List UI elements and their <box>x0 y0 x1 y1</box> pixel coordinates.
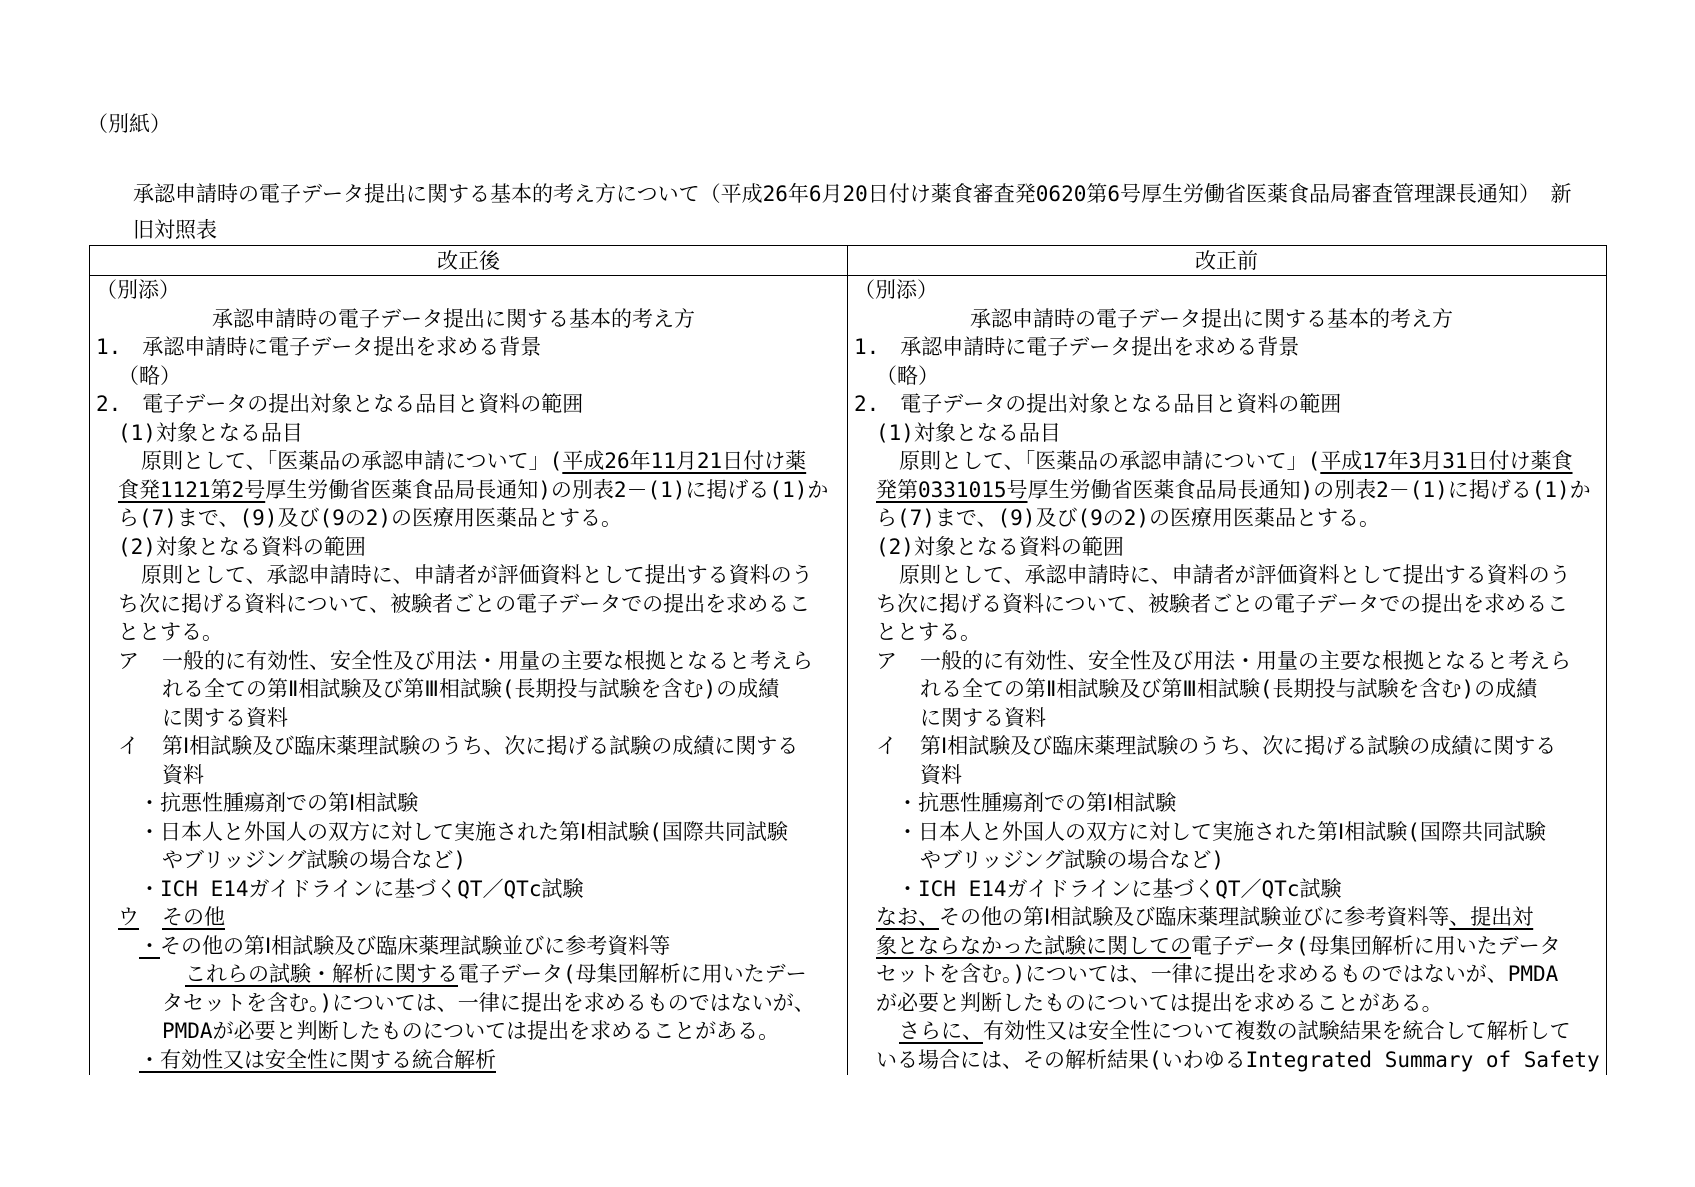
text-line <box>854 732 1604 761</box>
revised-text: 食発1121第2号 <box>118 477 266 502</box>
text-line <box>96 932 846 961</box>
text-line <box>854 533 1604 562</box>
text: 厚生労働省医薬食品局長通知)の別表2－(1)に掲げる(1)か <box>265 477 829 502</box>
text-line <box>96 362 846 391</box>
revised-text: 平成17年3月31日付け薬食 <box>1320 449 1573 473</box>
text-line <box>854 333 1604 362</box>
text: ととする。 <box>118 620 223 644</box>
revised-text: ・ <box>139 933 160 958</box>
text-line <box>96 590 846 619</box>
text-line <box>96 960 846 989</box>
text: 原則として、承認申請時に、申請者が評価資料として提出する資料のう <box>899 563 1571 587</box>
text-line <box>854 932 1604 961</box>
document-label: （別紙） <box>87 112 171 136</box>
column-after-revision <box>96 276 846 1074</box>
text: （略） <box>876 363 939 388</box>
text-line <box>854 875 1604 904</box>
text: ・抗悪性腫瘍剤での第Ⅰ相試験 <box>897 791 1177 815</box>
text: (1)対象となる品目 <box>876 420 1061 445</box>
text: 厚生労働省医薬食品局長通知)の別表2－(1)に掲げる(1)か <box>1027 477 1591 502</box>
text: ・ICH E14ガイドラインに基づくQT／QTc試験 <box>139 876 584 901</box>
text-line <box>854 989 1604 1018</box>
text-line <box>854 447 1604 476</box>
revised-text: ウ <box>118 905 139 929</box>
comparison-table <box>89 245 1607 1075</box>
text-line <box>854 761 1604 790</box>
text-line <box>854 789 1604 818</box>
text-line <box>854 818 1604 847</box>
revised-text: さらに、 <box>899 1019 983 1043</box>
text-line <box>96 533 846 562</box>
header-after-revision: 改正後 <box>437 249 500 273</box>
text: に関する資料 <box>920 705 1046 730</box>
text: に関する資料 <box>162 705 288 730</box>
text-line <box>96 761 846 790</box>
text-line <box>854 903 1604 932</box>
revised-text: 平成26年11月21日付け薬 <box>562 449 807 473</box>
text-line <box>854 1046 1604 1075</box>
item-marker: イ <box>118 734 139 758</box>
column-divider <box>847 245 848 1075</box>
text-line <box>96 989 846 1018</box>
text-line <box>854 647 1604 676</box>
text-line <box>854 675 1604 704</box>
revised-text: これらの試験・解析に関する <box>185 962 458 986</box>
text-line <box>854 504 1604 533</box>
item-marker: ア <box>876 648 897 673</box>
item-marker: イ <box>876 734 897 758</box>
text-line <box>96 276 846 305</box>
text-line <box>96 419 846 448</box>
text: やブリッジング試験の場合など) <box>162 848 467 872</box>
text-line <box>96 504 846 533</box>
text: ととする。 <box>876 620 981 644</box>
text-line <box>854 1017 1604 1046</box>
item-marker <box>118 903 162 932</box>
text-line <box>854 419 1604 448</box>
text: （別添） <box>854 278 938 302</box>
text: その他の第Ⅰ相試験及び臨床薬理試験並びに参考資料等 <box>160 933 671 958</box>
revised-text: ・有効性又は安全性に関する統合解析 <box>139 1047 496 1072</box>
text: PMDAが必要と判断したものについては提出を求めることがある。 <box>162 1019 780 1043</box>
text: ら(7)まで、(9)及び(9の2)の医療用医薬品とする。 <box>876 506 1381 530</box>
text: ・日本人と外国人の双方に対して実施された第Ⅰ相試験(国際共同試験 <box>897 819 1546 844</box>
text: セットを含む。)については、一律に提出を求めるものではないが、PMDA <box>876 962 1559 986</box>
column-before-revision <box>854 276 1604 1074</box>
text: その他の第Ⅰ相試験及び臨床薬理試験並びに参考資料等 <box>939 905 1450 929</box>
document-title: 承認申請時の電子データ提出に関する基本的考え方について（平成26年6月20日付け薬食審査発0620第6号厚生労働省医薬食品局審査管理課長通知） 新 <box>133 182 1572 206</box>
table-top-border <box>90 245 1606 246</box>
text: ち次に掲げる資料について、被験者ごとの電子データでの提出を求めるこ <box>118 591 811 616</box>
revised-text: 、提出対 <box>1449 905 1534 929</box>
text-line <box>96 818 846 847</box>
text-line <box>854 846 1604 875</box>
text-line <box>96 789 846 818</box>
text: 2. 電子データの提出対象となる品目と資料の範囲 <box>96 392 584 416</box>
text: れる全ての第Ⅱ相試験及び第Ⅲ相試験(長期投与試験を含む)の成績 <box>920 677 1538 701</box>
text: やブリッジング試験の場合など) <box>920 848 1225 872</box>
document-title-continued: 旧対照表 <box>133 218 217 242</box>
text-line <box>854 590 1604 619</box>
text-line <box>96 1046 846 1075</box>
text: ・ICH E14ガイドラインに基づくQT／QTc試験 <box>897 876 1342 901</box>
text-line <box>854 276 1604 305</box>
text: 有効性又は安全性について複数の試験結果を統合して解析して <box>983 1019 1571 1043</box>
text-line <box>854 476 1604 505</box>
text: 1. 承認申請時に電子データ提出を求める背景 <box>854 335 1300 359</box>
text-line <box>854 960 1604 989</box>
text: タセットを含む。)については、一律に提出を求めるものではないが、 <box>162 990 815 1015</box>
text-line <box>96 447 846 476</box>
text-line <box>854 704 1604 733</box>
text-line <box>96 476 846 505</box>
text-line <box>854 362 1604 391</box>
text-line <box>96 333 846 362</box>
text: 資料 <box>162 762 204 787</box>
text-line <box>96 675 846 704</box>
text: （略） <box>118 363 181 388</box>
text: 第Ⅰ相試験及び臨床薬理試験のうち、次に掲げる試験の成績に関する <box>920 734 1557 758</box>
text: 一般的に有効性、安全性及び用法・用量の主要な根拠となると考えら <box>920 648 1571 673</box>
text: ・日本人と外国人の双方に対して実施された第Ⅰ相試験(国際共同試験 <box>139 819 788 844</box>
text: ・抗悪性腫瘍剤での第Ⅰ相試験 <box>139 791 419 815</box>
text-line <box>96 903 846 932</box>
text: 一般的に有効性、安全性及び用法・用量の主要な根拠となると考えら <box>162 648 813 673</box>
text-line <box>854 561 1604 590</box>
text: (2)対象となる資料の範囲 <box>876 534 1124 559</box>
text: ら(7)まで、(9)及び(9の2)の医療用医薬品とする。 <box>118 506 623 530</box>
item-marker: ア <box>118 648 139 673</box>
text-line <box>96 704 846 733</box>
text-line <box>96 390 846 419</box>
text: (1)対象となる品目 <box>118 420 303 445</box>
text: が必要と判断したものについては提出を求めることがある。 <box>876 990 1443 1015</box>
text: 原則として、「医薬品の承認申請について」( <box>899 449 1321 473</box>
revised-text: なお、 <box>876 905 939 929</box>
text-line <box>854 390 1604 419</box>
text: 原則として、承認申請時に、申請者が評価資料として提出する資料のう <box>141 563 813 587</box>
revised-text: 象とならなかった試験に関しての <box>876 933 1191 958</box>
section-heading <box>854 305 1604 334</box>
text-line <box>96 618 846 647</box>
revised-text: その他 <box>162 905 225 929</box>
text: 電子データ(母集団解析に用いたデー <box>458 962 807 986</box>
text-line <box>96 1017 846 1046</box>
text: 第Ⅰ相試験及び臨床薬理試験のうち、次に掲げる試験の成績に関する <box>162 734 799 758</box>
header-before-revision: 改正前 <box>1195 249 1258 273</box>
text: 資料 <box>920 762 962 787</box>
text: (2)対象となる資料の範囲 <box>118 534 366 559</box>
text: いる場合には、その解析結果(いわゆるIntegrated Summary of Safety <box>876 1047 1600 1072</box>
text-line <box>96 846 846 875</box>
text-line <box>854 618 1604 647</box>
text: 原則として、「医薬品の承認申請について」( <box>141 449 563 473</box>
text: （別添） <box>96 278 180 302</box>
text: 電子データ(母集団解析に用いたデータ <box>1191 933 1561 958</box>
text-line <box>96 561 846 590</box>
text-line <box>96 732 846 761</box>
text: 承認申請時の電子データ提出に関する基本的考え方 <box>970 306 1453 331</box>
section-heading <box>96 305 846 334</box>
revised-text: 発第0331015号 <box>876 477 1028 502</box>
text-line <box>96 875 846 904</box>
text: 2. 電子データの提出対象となる品目と資料の範囲 <box>854 392 1342 416</box>
text: ち次に掲げる資料について、被験者ごとの電子データでの提出を求めるこ <box>876 591 1569 616</box>
text: 1. 承認申請時に電子データ提出を求める背景 <box>96 335 542 359</box>
text: 承認申請時の電子データ提出に関する基本的考え方 <box>212 306 695 331</box>
text: れる全ての第Ⅱ相試験及び第Ⅲ相試験(長期投与試験を含む)の成績 <box>162 677 780 701</box>
text-line <box>96 647 846 676</box>
